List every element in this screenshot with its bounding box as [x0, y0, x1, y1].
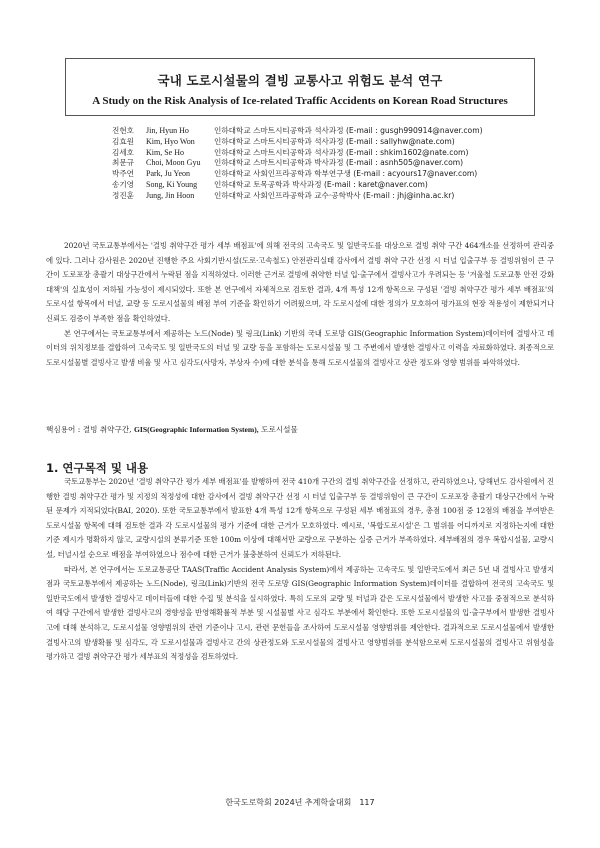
author-name-en: Jin, Hyun Ho	[146, 126, 189, 135]
author-affiliation: 인하대학교 스마트시티공학과 석사과정 (E-mail : gusgh990914@naver.com)	[214, 126, 483, 135]
author-name-ko: 최문규	[112, 158, 135, 168]
keyword-item: 결빙 취약구간,	[82, 425, 132, 434]
section-heading: 1. 연구목적 및 내용	[46, 461, 149, 475]
author-name-en: Kim, Hyo Won	[146, 136, 195, 146]
author-row	[112, 158, 552, 169]
author-row	[112, 169, 552, 180]
abstract	[46, 239, 554, 370]
keywords-label: 핵심용어 :	[46, 425, 81, 434]
author-list	[112, 126, 552, 202]
section-body	[46, 475, 554, 665]
author-name-ko: 진현호	[112, 126, 135, 135]
author-name-en: Choi, Moon Gyu	[146, 158, 201, 168]
keyword-item: GIS(Geographic Information System),	[134, 425, 259, 434]
author-row	[112, 148, 552, 159]
author-name-ko: 김세호	[112, 147, 135, 157]
author-name-en: Jung, Jin Hoon	[146, 190, 195, 200]
body-paragraph: 국토교통부는 2020년 '결빙 취약구간 평가 세부 배점표'를 발행하여 전국 410개 구간의 결빙 취약구간을 선정하고, 관리하였으나, 당해년도 감사원에서 진행한 결빙 취약구간 평가 및 지정의 적정성에 대한 감사에서 결빙 취약구간 선정 시 터널 입출구부 등 결빙위험이 큰 구간이 도로포장 총괄기 대상구간에서 누락된 문제가 지적되었다(BAI, 2020). 또한 국토교통부에서 발표한 4개 특성 12개 항목으로 구성된 세부 배점표의 경우, 총점 100점 중 12점의 배점을 부여받은 도로시설물 항목에 대해 검토한 결과 각 도로시설물의 평가 기준에 대한 근거가 모호하였다. 예시로, '복합도로시설'은 그 범위를 어디까지로 지정하는지에 대한 기준 제시가 명확하지 않고, 교량시설의 분류기준 또한 100m 이상에 대해서만 교량으로 구분하는 실증 근거가 부족하였다. 세부배점의 경우 복합시설물, 교량시설, 터널시설 순으로 배점을 부여하였으나 점수에 대한 근거가 불충분하여 신뢰도가 저하된다.	[46, 477, 554, 559]
author-affiliation: 인하대학교 사회인프라공학과 학부연구생 (E-mail : acyours17@naver.com)	[214, 169, 478, 179]
author-name-en: Kim, Se Ho	[146, 147, 184, 157]
author-name-en: Song, Ki Young	[146, 179, 198, 189]
author-name-ko: 박주연	[112, 169, 135, 179]
body-paragraph: 따라서, 본 연구에서는 도로교통공단 TAAS(Traffic Accident Analysis System)에서 제공하는 고속국도 및 일반국도에서 최근 5년 내 결빙사고 발생지점과 국토교통부에서 제공하는 노드(Node), 링크(Link)기반의 전국 도로망 GIS(Geographic Information System)데이터를 결합하여 전국의 고속국도 및 일반국도에서 발생한 결빙사고 데이터들에 대한 수집 및 분석을 실시하였다. 특히 도로의 교량 및 터널과 같은 도로시설물에서 발생한 사고를 중점적으로 분석하여 해당 구간에서 발생한 결빙사고의 경향성을 반영해확률적 부분 및 시설물별 사고 심각도 부분에서 확인한다. 또한 도로시설물의 입·출구부에서 발생한 결빙사고에 대해 분석하고, 도로시설물 영향범위의 관련 기준이나 고시, 관련 문헌들을 조사하여 도로시설물 영향범위를 제안한다. 결과적으로 도로시설물에서 발생한 결빙사고의 발생확률 및 심각도, 각 도로시설물과 결빙사고 간의 상관정도와 도로시설물의 결빙사고 영향범위를 분석함으로써 도로시설물의 결빙사고 위험성을 평가하고 결빙 취약구간 평가 세부표의 적정성을 검토하였다.	[46, 564, 554, 662]
page-footer	[0, 797, 600, 808]
author-affiliation: 인하대학교 사회인프라공학과 교수·공학박사 (E-mail : jhj@inha.ac.kr)	[214, 190, 455, 200]
author-name-en: Park, Ju Yeon	[146, 169, 191, 179]
author-row	[112, 180, 552, 191]
author-affiliation: 인하대학교 토목공학과 박사과정 (E-mail : karet@naver.com)	[214, 179, 428, 189]
author-row	[112, 126, 552, 137]
author-affiliation: 인하대학교 스마트시티공학과 박사과정 (E-mail : asnh505@naver.com)	[214, 158, 464, 168]
paper-title-english: A Study on the Risk Analysis of Ice-related Traffic Accidents on Korean Road Structures	[92, 95, 508, 107]
keywords	[46, 424, 298, 435]
author-name-ko: 김효원	[112, 136, 135, 146]
author-row	[112, 191, 552, 202]
author-name-ko: 송기영	[112, 179, 135, 189]
paper-title-korean: 국내 도로시설물의 결빙 교통사고 위험도 분석 연구	[157, 73, 443, 88]
author-row	[112, 137, 552, 148]
author-affiliation: 인하대학교 스마트시티공학과 석사과정 (E-mail : shkim1602@nate.com)	[214, 147, 469, 157]
author-name-ko: 정진훈	[112, 190, 135, 200]
abstract-paragraph: 2020년 국토교통부에서는 '결빙 취약구간 평가 세부 배점표'에 의해 전국의 고속국도 및 일반국도를 대상으로 결빙 취약 구간 464개소를 선정하여 관리중에 있다. 그러나 감사원은 2020년 진행한 주요 사회기반시설(도로·고속철도) 안전관리실태 감사에서 결빙 취약 구간 선정 시 터널 입출구부 등 결빙위험이 큰 구간이 도로포장 총괄기 대상구간에서 누락된 점을 지적하였다. 이러한 근거로 결빙에 취약한 터널 입·출구에서 결빙사고가 우려되는 등 '겨울철 도로교통 안전 강화대책'의 실효성이 저하될 가능성이 제시되었다. 또한 본 연구에서 자체적으로 검토한 결과, 4개 특성 12개 항목으로 구성된 '결빙 취약구간 평가 세부 배점표'의 도로시설 항목에서 터널, 교량 등 도로시설물의 배점 부여 기준을 확인하기 어려웠으며, 각 도로시설에 대한 정의가 모호하여 평가표의 현장 적용성이 제한되거나 신뢰도 검증이 부족한 점을 확인하였다.	[46, 241, 554, 323]
title-box	[65, 58, 535, 116]
abstract-paragraph: 본 연구에서는 국토교통부에서 제공하는 노드(Node) 및 링크(Link) 기반의 국내 도로망 GIS(Geographic Information System)데이터에 결빙사고 데이터의 위치정보를 결합하여 고속국도 및 일반국도의 터널 및 교량 등을 포함하는 도로시설물 및 그 주변에서 발생한 결빙사고 이력을 자료화하였다. 최종적으로 도로시설물별 결빙사고 발생 비율 및 사고 심각도(사망자, 부상자 수)에 대한 분석을 통해 도로시설물의 결빙사고 상관 정도와 영향 범위를 파악하였다.	[46, 328, 554, 367]
footer-conference: 한국도로학회 2024년 추계학술대회	[225, 798, 352, 807]
author-affiliation: 인하대학교 스마트시티공학과 석사과정 (E-mail : sallyhw@nate.com)	[214, 136, 455, 146]
page-number: 117	[359, 798, 375, 807]
keyword-item: 도로시설물	[261, 425, 298, 434]
